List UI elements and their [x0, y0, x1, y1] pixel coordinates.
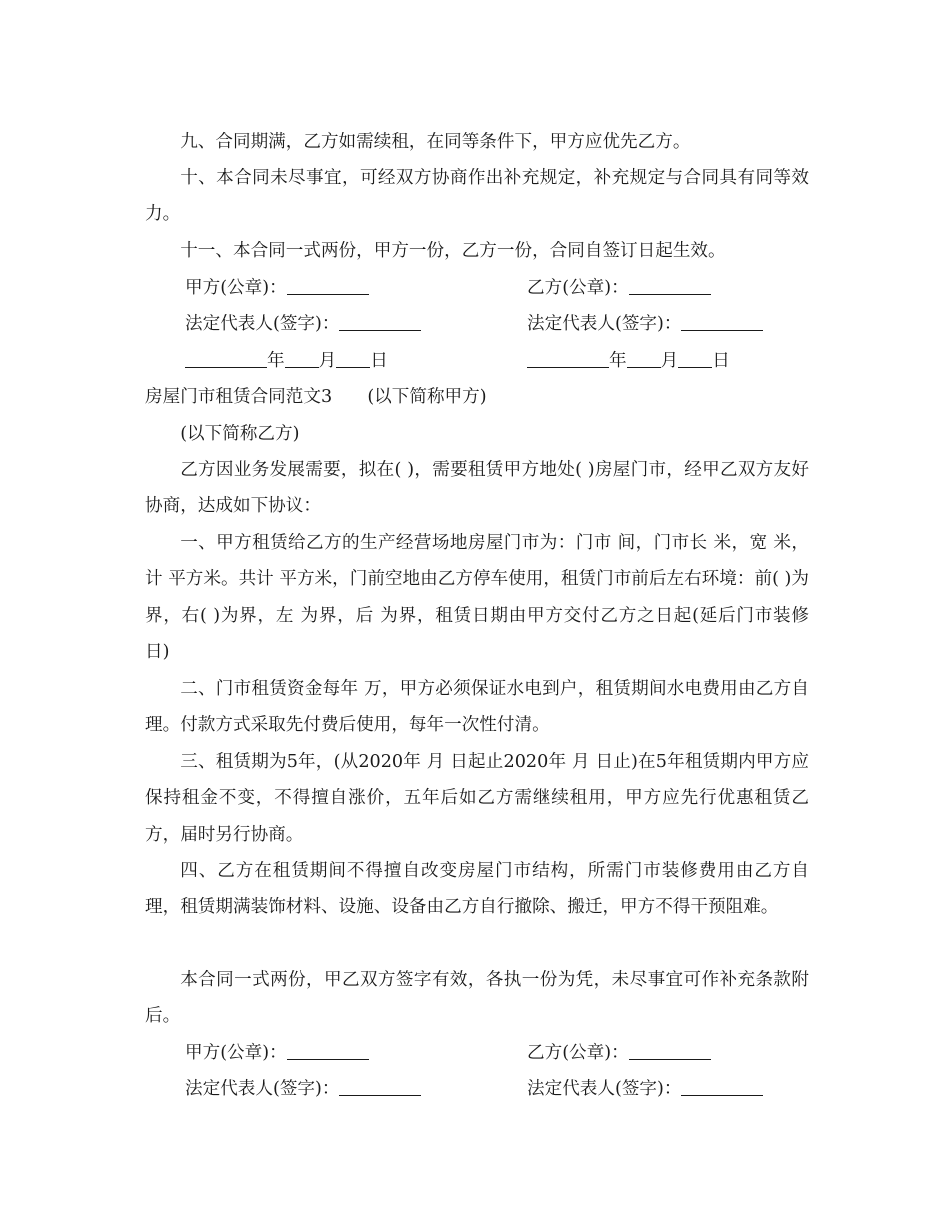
day-blank: [336, 347, 370, 368]
year-blank: [185, 347, 267, 368]
clause-3: 三、租赁期为5年，(从2020年 月 日起止2020年 月 日止)在5年租赁期内甲方应保持租金不变，不得擅自涨价，五年后如乙方需继续租用，甲方应先行优惠租赁乙方，届时另行协商。: [145, 752, 809, 845]
year-label: 年: [267, 351, 285, 371]
month-label: 月: [660, 351, 679, 371]
party-b-rep-label-2: 法定代表人(签字)：: [527, 1079, 682, 1099]
day-label: 日: [712, 351, 730, 371]
year-label: 年: [609, 351, 627, 371]
party-a-rep-2: [185, 1071, 421, 1107]
year-blank: [527, 347, 609, 368]
party-b-seal: [527, 270, 711, 306]
party-a-rep-blank-2: [339, 1075, 421, 1096]
party-b-date: [527, 343, 730, 379]
party-b-rep: [527, 306, 763, 342]
clause-10: 十、本合同未尽事宜，可经双方协商作出补充规定，补充规定与合同具有同等效力。: [145, 168, 809, 225]
party-a-seal-2: [185, 1035, 369, 1071]
signature-rep-row-2: [185, 1071, 809, 1107]
party-a-date: [185, 343, 388, 379]
month-blank: [285, 347, 319, 368]
party-b-rep-2: [527, 1071, 763, 1107]
party-b-seal-label-2: 乙方(公章)：: [527, 1043, 629, 1063]
clause-4: 四、乙方在租赁期间不得擅自改变房屋门市结构，所需门市装修费用由乙方自理，租赁期满装饰材料、设施、设备由乙方自行撤除、搬迁，甲方不得干预阻难。: [145, 861, 809, 918]
party-b-rep-blank: [681, 310, 763, 331]
party-b-seal-2: [527, 1035, 711, 1071]
party-a-seal-label-2: 甲方(公章)：: [185, 1043, 287, 1063]
clause-9: 九、合同期满，乙方如需续租，在同等条件下，甲方应优先乙方。: [180, 132, 691, 152]
party-a-rep-label-2: 法定代表人(签字)：: [185, 1079, 340, 1099]
day-blank: [678, 347, 712, 368]
signature-seal-row: [185, 270, 809, 306]
clause-2: 二、门市租赁资金每年 万，甲方必须保证水电到户，租赁期间水电费用由乙方自理。付款方式采取先付费后使用，每年一次性付清。: [145, 679, 809, 736]
party-b-seal-blank: [629, 274, 711, 295]
party-b-seal-label: 乙方(公章)：: [527, 278, 629, 298]
party-b-seal-blank-2: [629, 1039, 711, 1060]
party-a-seal-blank-2: [287, 1039, 369, 1060]
preamble: 乙方因业务发展需要，拟在( )，需要租赁甲方地处( )房屋门市，经甲乙双方友好协商，达成如下协议：: [145, 460, 809, 517]
party-a-seal-label: 甲方(公章)：: [185, 278, 287, 298]
month-label: 月: [318, 351, 337, 371]
signature-seal-row-2: [185, 1035, 809, 1071]
contract-heading: 房屋门市租赁合同范文3 (以下简称甲方): [145, 387, 487, 407]
signature-date-row: [185, 343, 809, 379]
month-blank: [627, 347, 661, 368]
clause-1: 一、甲方租赁给乙方的生产经营场地房屋门市为：门市 间，门市长 米，宽 米，计 平方米。共计 平方米，门前空地由乙方停车使用，租赁门市前后左右环境：前( )为界，右( )为界，左 为界，后 为界，租赁日期由甲方交付乙方之日起(延后门市装修 日): [145, 533, 809, 663]
party-a-rep-blank: [339, 310, 421, 331]
party-a-rep-label: 法定代表人(签字)：: [185, 314, 340, 334]
day-label: 日: [370, 351, 388, 371]
party-a-rep: [185, 306, 421, 342]
signature-rep-row: [185, 306, 809, 342]
closing-clause: 本合同一式两份，甲乙双方签字有效，各执一份为凭，未尽事宜可作补充条款附后。: [145, 970, 809, 1027]
party-a-seal-blank: [287, 274, 369, 295]
party-b-rep-label: 法定代表人(签字)：: [527, 314, 682, 334]
party-a-seal: [185, 270, 369, 306]
party-b-rep-blank-2: [681, 1075, 763, 1096]
party-b-short: (以下简称乙方): [180, 424, 300, 444]
clause-11: 十一、本合同一式两份，甲方一份，乙方一份，合同自签订日起生效。: [180, 241, 726, 261]
